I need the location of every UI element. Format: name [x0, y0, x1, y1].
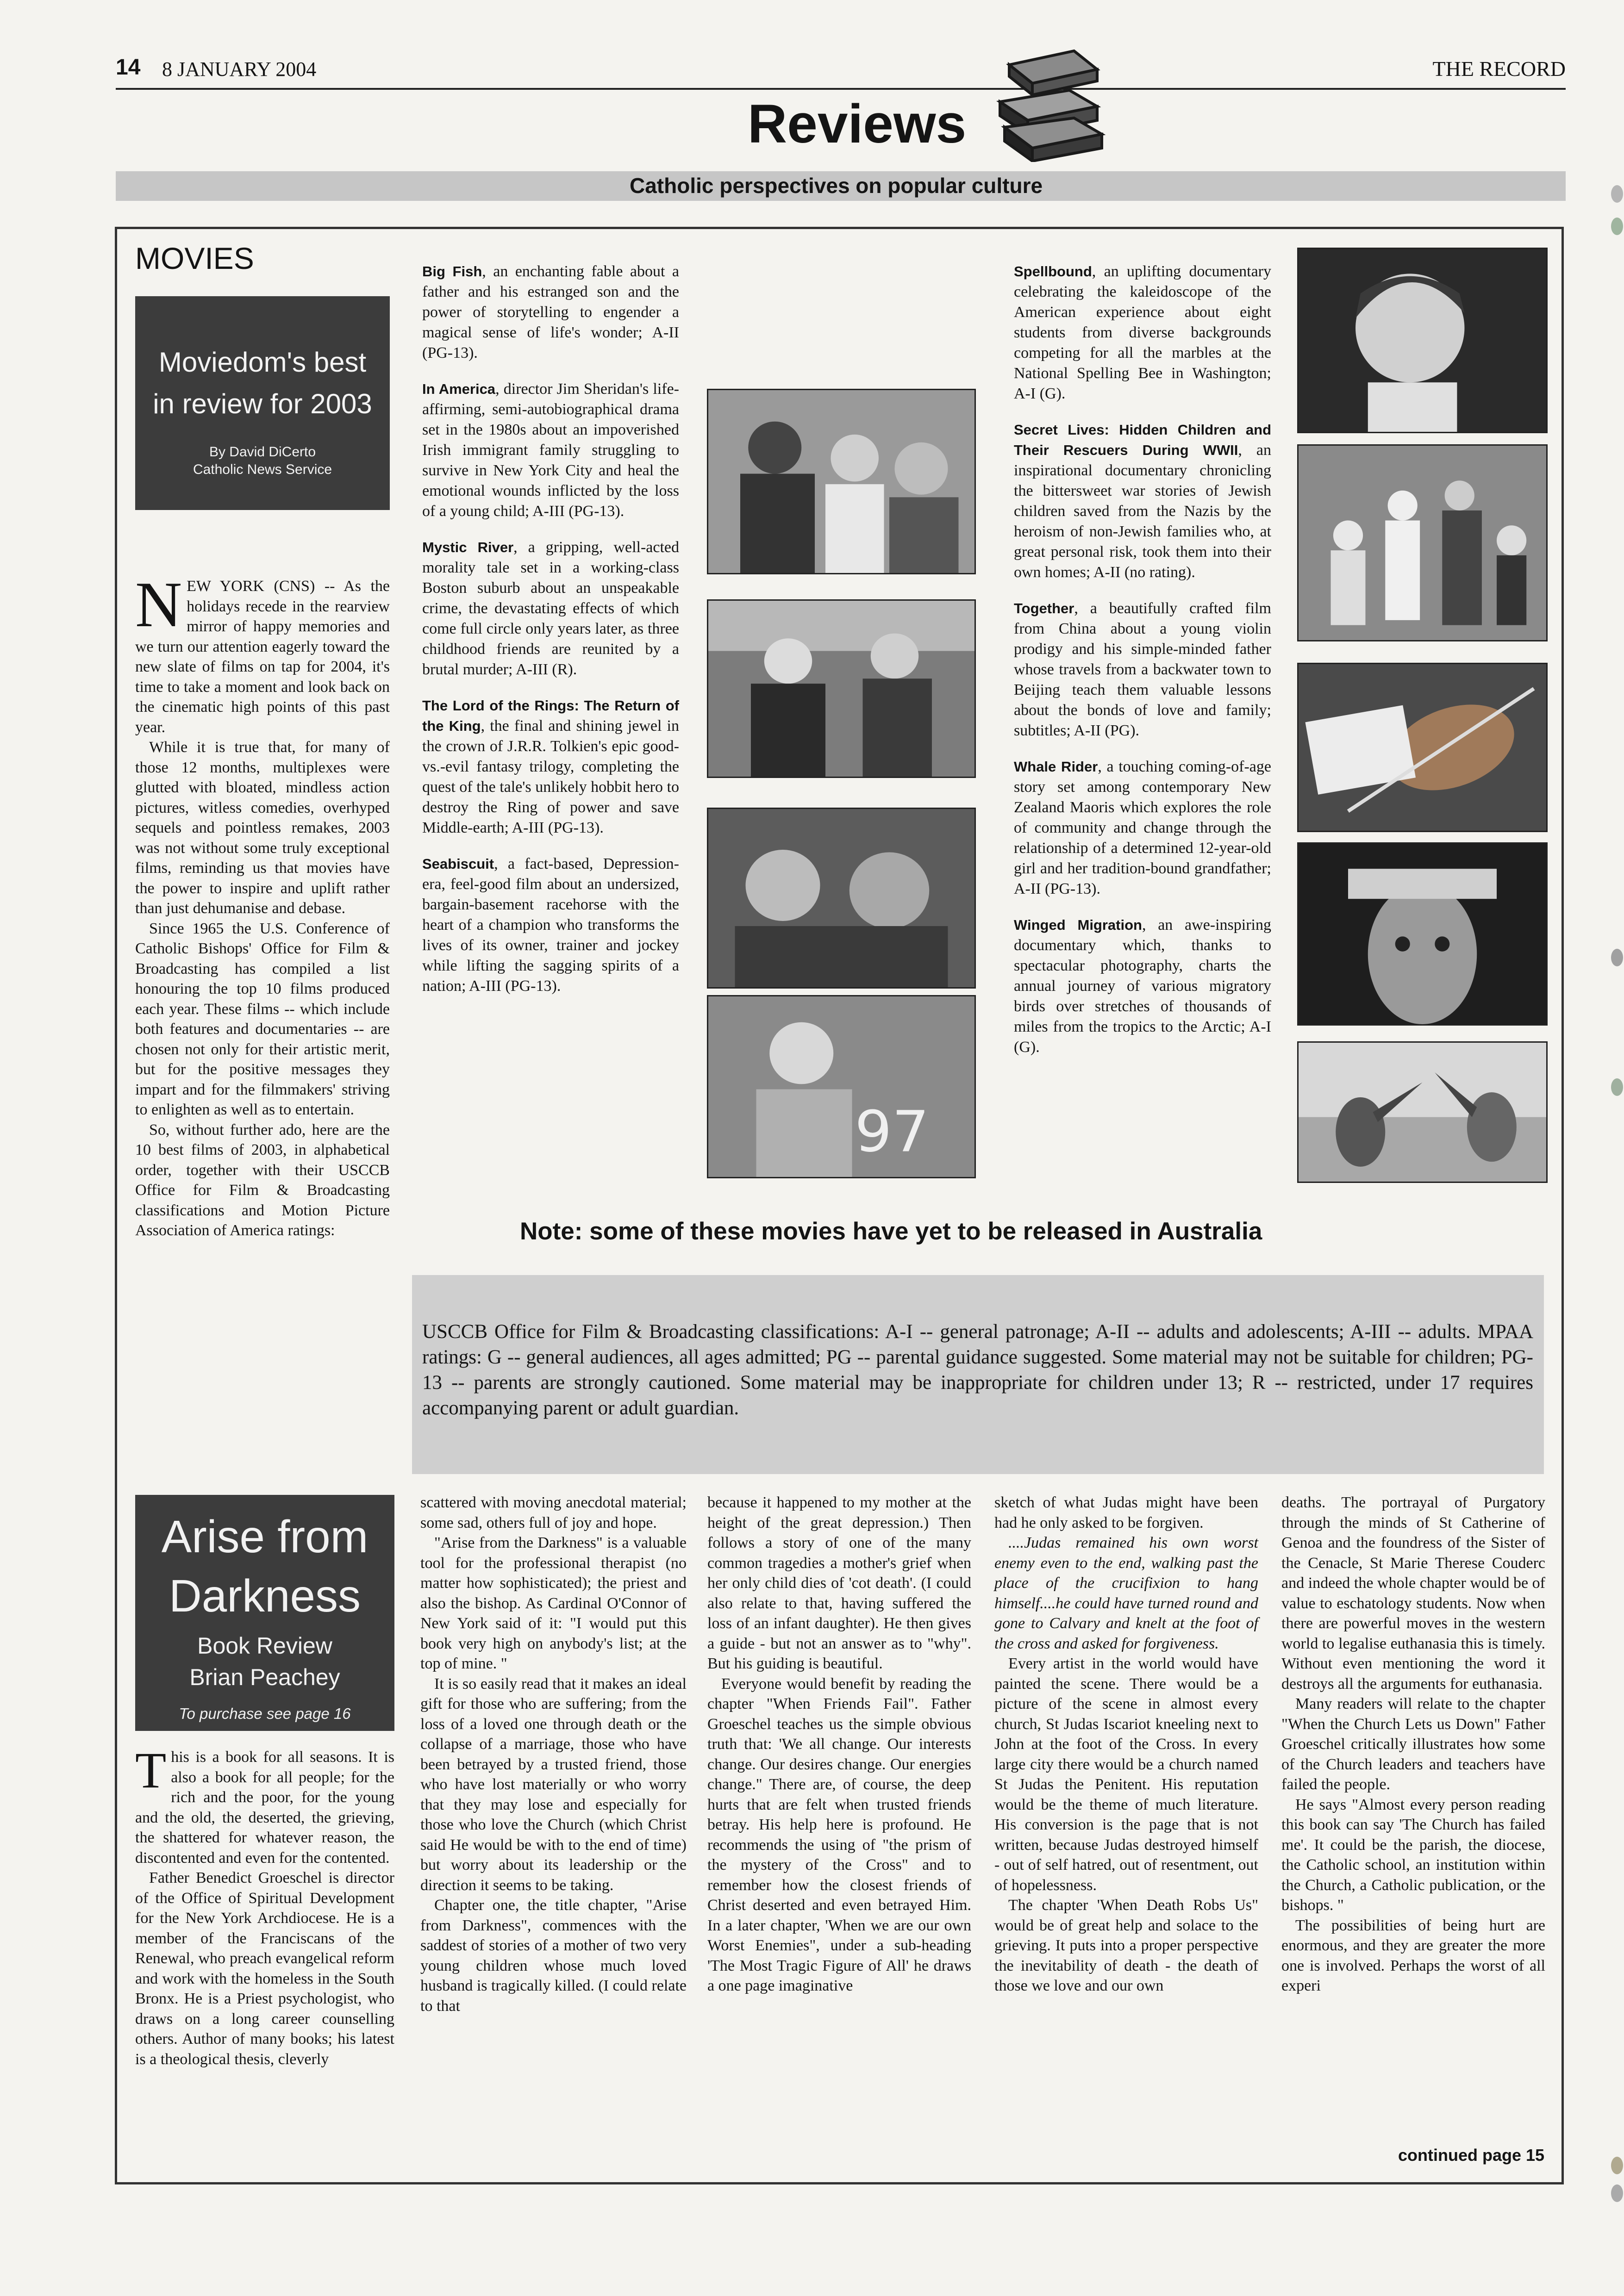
book-col-3	[707, 1493, 971, 1996]
book-paragraph: The chapter 'When Death Robs Us" would be of great help and solace to the grieving. It puts into a proper perspective the inevitability of death - the death of those we love and our own	[994, 1897, 1258, 1994]
registration-dot	[1611, 185, 1623, 203]
photo-whale-rider	[1297, 842, 1548, 1026]
book-col-4	[994, 1493, 1258, 1996]
book-paragraph: deaths. The portrayal of Purgatory through the minds of St Catherine of Genoa and the foundress of the Sister of the Cenacle, St Marie Therese Couderc and indeed the whole chapter would be of value to eschatology students. Now when there are powerful moves in the western world to legalise euthanasia this is timely. Without even mentioning the word it destroys all the arguments for euthanasia.	[1281, 1494, 1545, 1692]
review-item: In America, director Jim Sheridan's life-affirming, semi-autobiographical drama set in the 1980s about an impoverished Irish immigrant family struggling to survive in New York City and heal the emotional wounds inflicted by the loss of a young child; A-III (PG-13).	[422, 380, 679, 520]
byline-name: By David DiCerto	[209, 444, 316, 460]
book-stack-icon	[991, 37, 1111, 162]
photo-lord-of-the-rings	[707, 808, 976, 989]
headline-box	[135, 296, 390, 510]
intro-paragraph: So, without further ado, here are the 10 best films of 2003, in alphabetical order, together with their USCCB Office for Film & Broadcasting classifications and Motion Picture Association of America ratings:	[135, 1121, 390, 1239]
svg-text:97: 97	[855, 1099, 930, 1165]
section-label: MOVIES	[135, 241, 254, 275]
dropcap: N	[135, 569, 182, 641]
photo-together	[1297, 663, 1548, 832]
photo-in-america	[707, 389, 976, 574]
issue-date: 8 JANUARY 2004	[162, 58, 317, 81]
book-title-line1: Arise from	[161, 1511, 369, 1562]
book-paragraph: Every artist in the world would have painted the scene. There would be a picture of the scene in almost every church, St Judas Iscariot kneeling next to John at the foot of the Cross. In every large city there would be a church named St Judas the Penitent. His reputation would be the theme of much literature. His conversion is the page that is not written, because Judas destroyed himself - out of self hatred, out of resentment, out of hopelessness.	[994, 1655, 1258, 1894]
book-col-2	[420, 1493, 687, 2016]
book-paragraph: He says "Almost every person reading this book can say 'The Church has failed me'. It could be the parish, the diocese, the Catholic school, an institution within the Church, a Catholic publication, or the bishops. "	[1281, 1796, 1545, 1914]
book-paragraph: It is so easily read that it makes an ideal gift for those who are suffering; from the loss of a loved one through death or the collapse of a marriage, those who have been betrayed by a trusted friend, those who have lost materially or who worry that they may lose and especially for those who love the Church (which Christ said He would be with to the end of time) but worry about its leadership or the direction it seems to be taking.	[420, 1675, 687, 1894]
classifications-text: USCCB Office for Film & Broadcasting classifications: A-I -- general patronage; A-II -- adults and adolescents; A-III -- adults. MPAA ratings: G -- general audiences, all ages admitted; PG -- parental guidance suggested. Some material may not be suitable for children; PG-13 -- parents are strongly cautioned. Some material may be inappropriate for children under 13; R -- restricted, under 17 requires accompanying parent or adult guardian.	[422, 1321, 1533, 1419]
release-note: Note: some of these movies have yet to be released in Australia	[520, 1218, 1262, 1245]
photo-spellbound	[1297, 248, 1548, 433]
registration-dot	[1611, 2157, 1623, 2174]
photo-winged-migration	[1297, 1041, 1548, 1183]
photo-seabiscuit	[707, 995, 976, 1178]
book-paragraph: because it happened to my mother at the height of the great depression.) Then follows a story of one of the many common tragedies a mother's grief when her only child dies of 'cot death'. (I could also relate to that, having suffered the loss of an infant daughter). He then gives a guide - but not an answer as to "why". But his guiding is beautiful.	[707, 1494, 971, 1672]
headline-line2: in review for 2003	[153, 388, 372, 419]
review-item: The Lord of the Rings: The Return of the King, the final and shining jewel in the crown of J.R.R. Tolkien's epic good-vs.-evil fantasy trilogy, completing the quest of the tale's unlikely hobbit hero to destroy the Ring of power and save Middle-earth; A-III (PG-13).	[422, 697, 679, 836]
page-number: 14	[116, 55, 141, 80]
book-paragraph: his is a book for all seasons. It is also a book for all people; for the rich and the poor, for the young and the old, the deserted, the grieving, the shattered for whatever reason, the discontented and even for the contented.	[135, 1748, 394, 1867]
review-item: Spellbound, an uplifting documentary celebrating the kaleidoscope of the American experience about eight students from diverse backgrounds competing for all the marbles at the National Spelling Bee in Washington; A-I (G).	[1014, 263, 1271, 402]
paper-name: THE RECORD	[1432, 57, 1566, 81]
photo-secret-lives	[1297, 444, 1548, 641]
purchase-note: To purchase see page 16	[179, 1705, 351, 1722]
registration-dot	[1611, 1078, 1623, 1096]
registration-dot	[1611, 218, 1623, 235]
intro-paragraph: While it is true that, for many of those 12 months, multiplexes were glutted with bloated, mindless action pictures, witless comedies, overhyped sequels and pointless remakes, 2003 was not without some truly exceptional films, reminding us that movies have the power to inspire and uplift rather than just dehumanise and debase.	[135, 739, 390, 917]
photo-mystic-river	[707, 599, 976, 778]
book-col-1	[135, 1742, 394, 2069]
dropcap: T	[135, 1742, 167, 1798]
book-paragraph: Chapter one, the title chapter, "Arise from Darkness", commences with the saddest of stories of a mother of two very young children whose much loved husband is tragically killed. (I could relate to that	[420, 1897, 687, 2015]
intro-paragraph: Since 1965 the U.S. Conference of Catholic Bishops' Office for Film & Broadcasting has compiled a list honouring the top 10 films produced each year. These films -- which include both features and documentaries -- are chosen not only for their artistic merit, but for the positive messages they impart and for the filmmakers' striving to enlighten as well as to entertain.	[135, 920, 390, 1118]
review-item: Whale Rider, a touching coming-of-age story set among contemporary New Zealand Maoris which explores the role of community and change through the relationship of a determined 12-year-old girl and her tradition-bound grandfather; A-II (PG-13).	[1014, 758, 1271, 897]
review-item: Mystic River, a gripping, well-acted morality tale set in a working-class Boston suburb about an unspeakable crime, the devastating effects of which come full circle only years later, as three childhood friends are reunited by a brutal murder; A-III (R).	[422, 539, 680, 678]
book-kicker: Book Review	[197, 1633, 332, 1659]
review-item: Big Fish, an enchanting fable about a father and his estranged son and the power of storytelling to engender a magical sense of life's wonder; A-II (PG-13).	[422, 263, 679, 361]
book-paragraph: Many readers will relate to the chapter "When the Church Lets us Down" Father Groeschel critically illustrates how some of the Church leaders and teachers have failed the people.	[1281, 1695, 1545, 1793]
tagline: Catholic perspectives on popular culture	[630, 174, 1043, 198]
book-author: Brian Peachey	[189, 1664, 340, 1690]
header-rule	[116, 88, 1566, 90]
book-paragraph: Everyone would benefit by reading the chapter "When Friends Fail". Father Groeschel teaches us the simple obvious truth that: 'We all change. Our interests change. Our desires change. Our energies change." There are, of course, the deep hurts that are felt when trusted friends betray. His help here is profound. He recommends the using of "the prism of the mystery of the Cross" and to remember how the closest friends of Christ deserted and even betrayed Him. In a later chapter, 'When we are our own Worst Enemies", under a sub-heading 'The Most Tragic Figure of All' he draws a one page imaginative	[707, 1675, 971, 1994]
book-paragraph: Father Benedict Groeschel is director of the Office of Spiritual Development for the New York Archdiocese. He is a member of the Franciscans of the Renewal, who preach evangelical reform and work with the homeless in the South Bronx. He is a Priest psychologist, who draws on a long career counselling others. Author of many books; his latest is a theological thesis, cleverly	[135, 1869, 394, 2068]
section-title: Reviews	[748, 93, 967, 155]
book-quote: ....Judas remained his own worst enemy even to the end, walking past the place of the crucifixion to hang himself....he could have turned round and gone to Calvary and knelt at the foot of the cross and asked for forgiveness.	[994, 1534, 1258, 1652]
review-item: Winged Migration, an awe-inspiring documentary which, thanks to spectacular photography, charts the annual journey of various migratory birds over stretches of thousands of miles from the tropics to the Arctic; A-I (G).	[1014, 916, 1271, 1056]
book-title-line2: Darkness	[169, 1570, 361, 1621]
intro-paragraph: EW YORK (CNS) -- As the holidays recede in the rearview mirror of happy memories and we turn our attention eagerly toward the new slate of films on tap for 2004, it's time to take a moment and look back on the cinematic high points of this past year.	[135, 578, 390, 736]
book-paragraph: scattered with moving anecdotal material; some sad, others full of joy and hope.	[420, 1494, 687, 1531]
book-paragraph: sketch of what Judas might have been had he only asked to be forgiven.	[994, 1494, 1258, 1531]
registration-dot	[1611, 2184, 1623, 2202]
book-col-5	[1281, 1493, 1545, 1996]
headline-line1: Moviedom's best	[158, 347, 367, 378]
reviews-left	[422, 261, 679, 1012]
book-paragraph: The possibilities of being hurt are enormous, and they are greater the more one is involved. Perhaps the worst of all experi	[1281, 1916, 1545, 1994]
continued-link[interactable]: continued page 15	[1398, 2146, 1545, 2165]
reviews-right	[1014, 261, 1271, 1073]
book-title-box	[135, 1495, 394, 1731]
review-item: Seabiscuit, a fact-based, Depression-era, feel-good film about an undersized, bargain-basement racehorse with the heart of a champion who transforms the lives of its owner, trainer and jockey while lifting the sagging spirits of a nation; A-III (PG-13).	[422, 855, 679, 995]
review-item: Secret Lives: Hidden Children and Their Rescuers During WWII, an inspirational documentary chronicling the bittersweet war stories of Jewish children saved from the Nazis by the heroism of non-Jewish families who, at great personal risk, took them into their own homes; A-II (no rating).	[1014, 422, 1271, 581]
movies-intro	[135, 569, 390, 1241]
registration-dot	[1611, 949, 1623, 966]
book-paragraph: "Arise from the Darkness" is a valuable tool for the professional therapist (no matter how sophisticated); the priest and also the bishop. As Cardinal O'Connor of New York said of it: "I would put this book very high on anybody's list; at the top of mine. "	[420, 1534, 687, 1672]
review-item: Together, a beautifully crafted film from China about a young violin prodigy and his simple-minded father whose travels from a backwater town to Beijing teach them valuable lessons about the bonds of love and family; subtitles; A-II (PG).	[1014, 600, 1271, 739]
byline-org: Catholic News Service	[193, 462, 332, 477]
